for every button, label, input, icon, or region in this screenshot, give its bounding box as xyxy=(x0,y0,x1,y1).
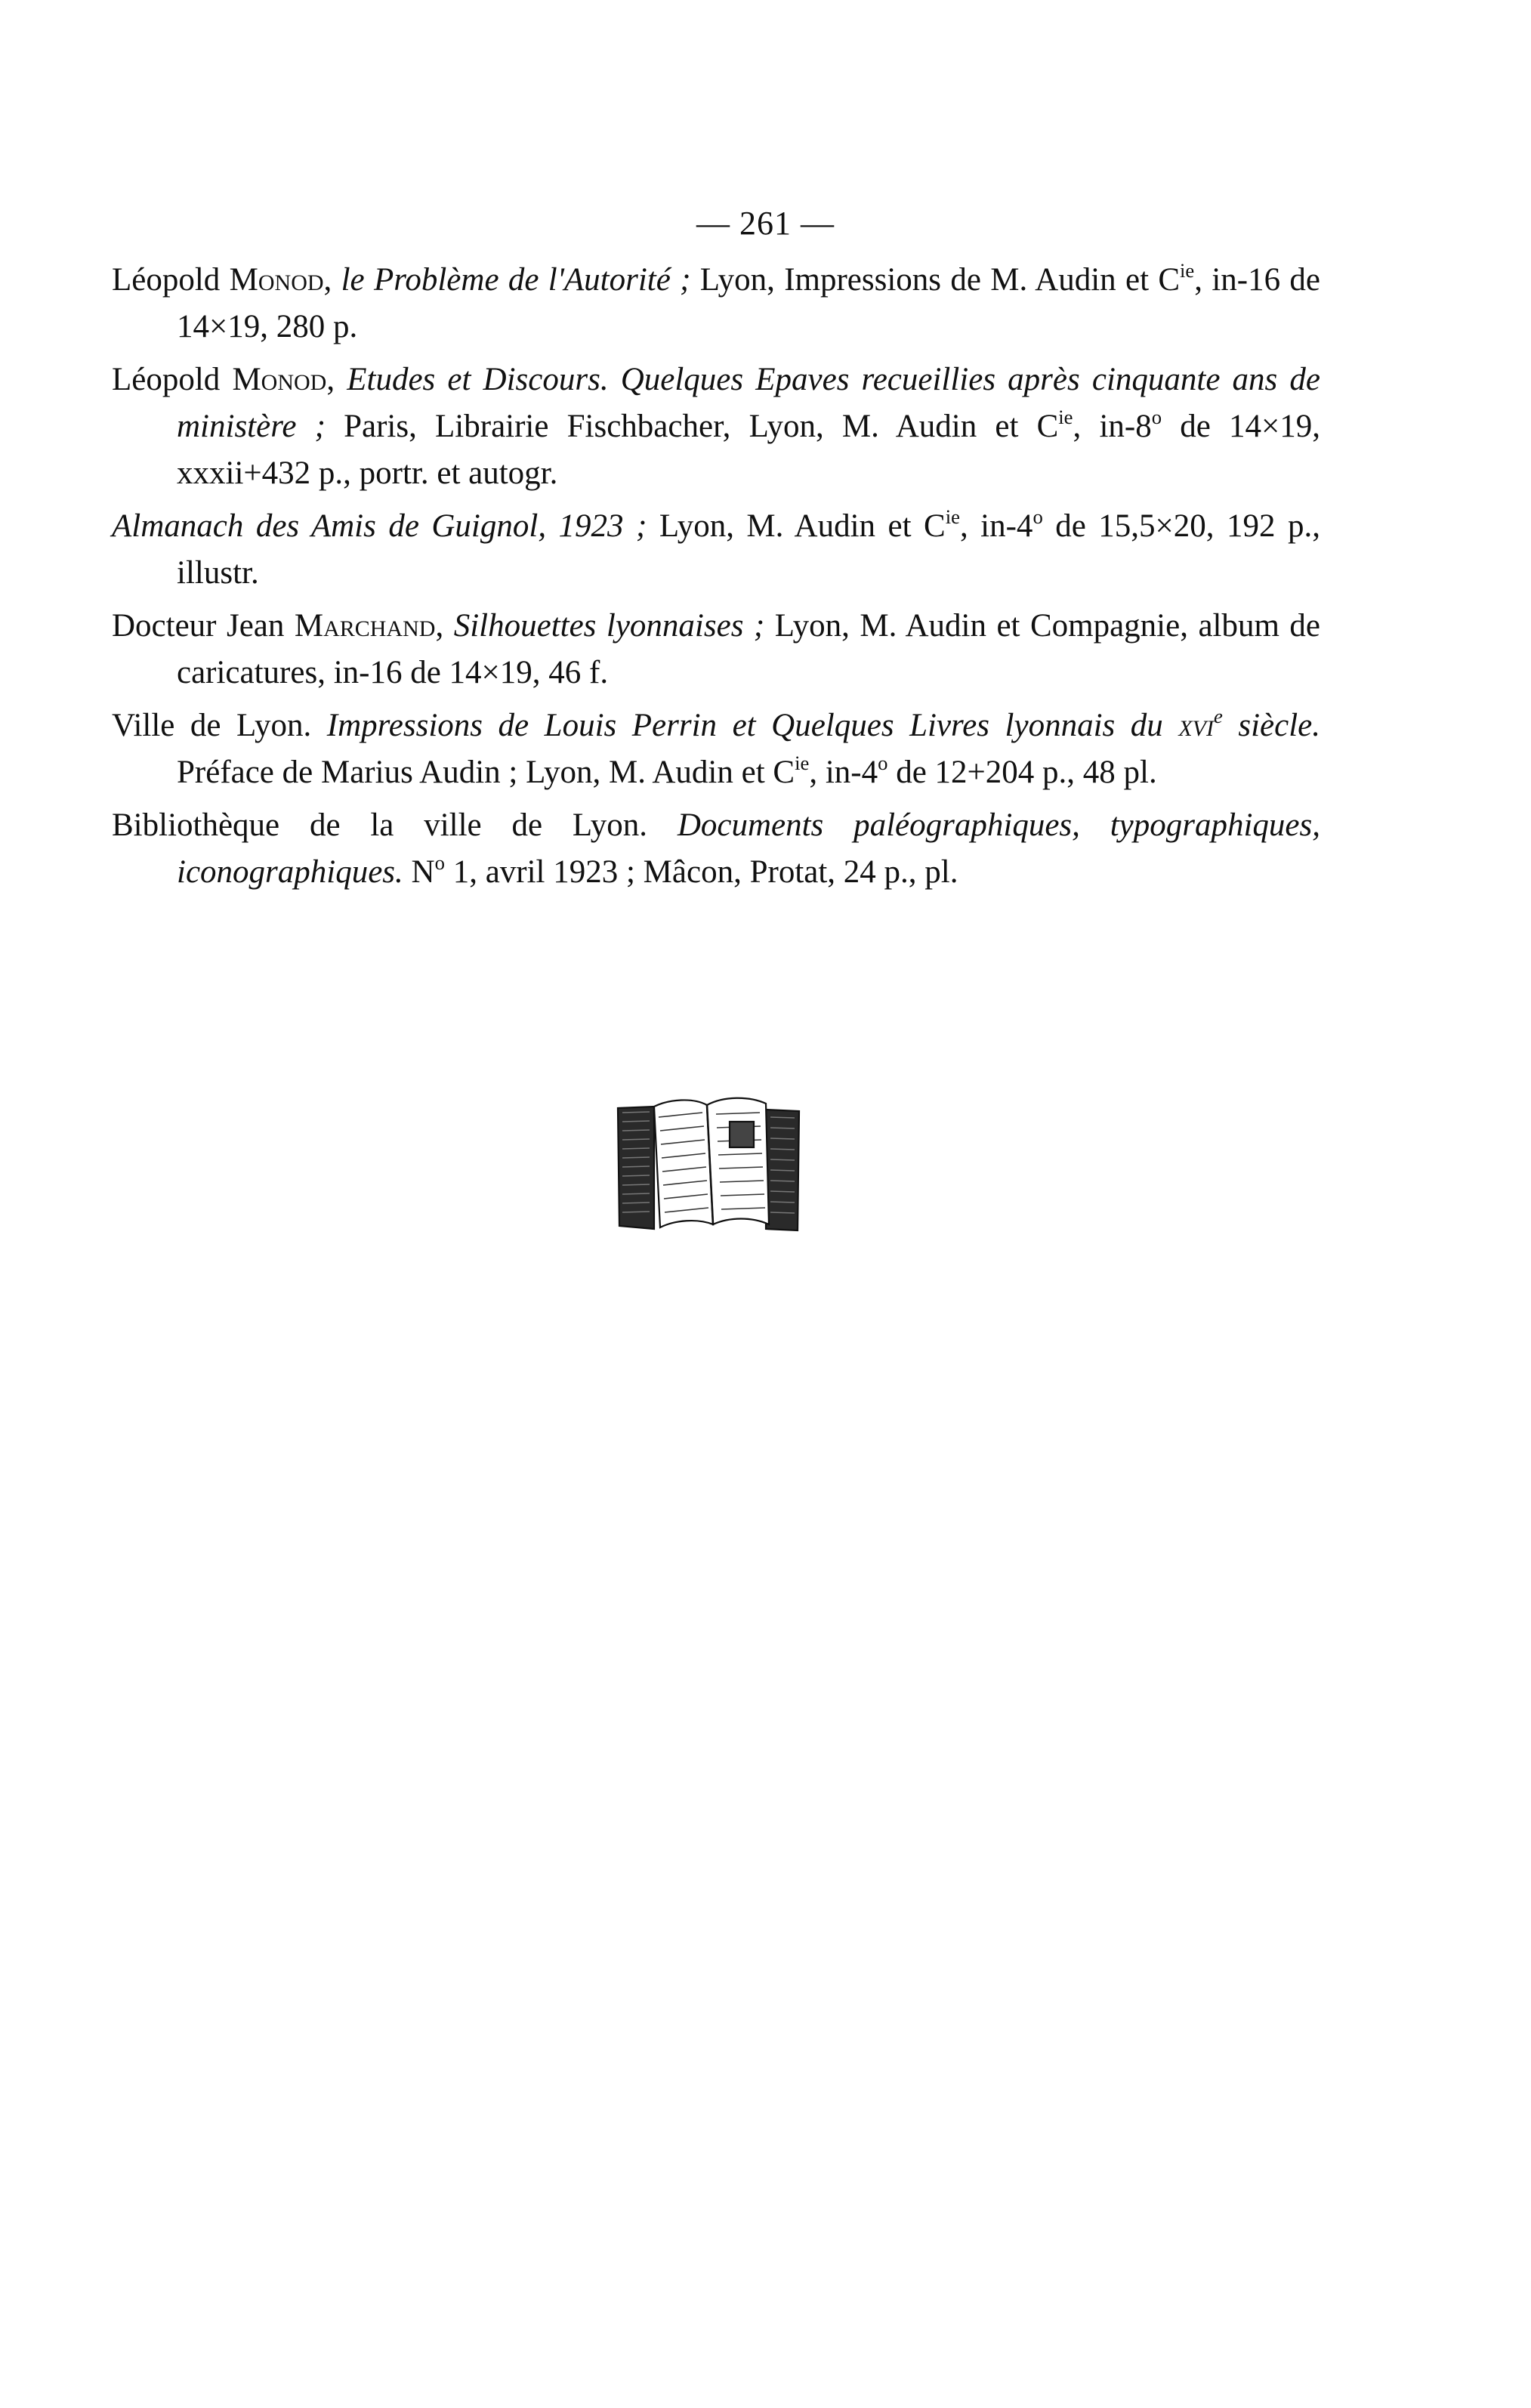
entry-author-prefix: Docteur Jean xyxy=(112,608,295,644)
entry-title: Documents paléographiques, typographiques, iconographiques. xyxy=(177,807,1320,890)
superscript: e xyxy=(1213,705,1223,728)
entry-details: 1, avril 1923 ; Mâcon, Protat, 24 p., pl. xyxy=(444,854,958,890)
entry-details: de 12+204 p., 48 pl. xyxy=(887,755,1157,790)
entry-publication: Paris, Librairie Fischbacher, Lyon, M. Audin et C xyxy=(325,409,1059,444)
superscript: ie xyxy=(1180,259,1195,282)
entry-details: de 14×19, xxxii+432 p., portr. et autogr. xyxy=(177,409,1320,491)
superscript: ie xyxy=(1058,406,1073,429)
open-book-icon xyxy=(610,1091,808,1236)
superscript: o xyxy=(878,752,888,775)
entry-century: xvi xyxy=(1178,708,1214,743)
page-number: — 261 — xyxy=(696,205,835,242)
entry-separator: , xyxy=(323,262,341,298)
entry-author-surname: Monod xyxy=(232,362,327,397)
entry-format: , in-8 xyxy=(1073,409,1152,444)
entry-author-prefix: Bibliothèque de la ville de Lyon. xyxy=(112,807,678,843)
entry-publication: Lyon, M. Audin et C xyxy=(647,508,946,544)
entry-separator: , xyxy=(435,608,454,644)
entry-details: de 15,5×20, 192 p., illustr. xyxy=(177,508,1320,591)
entry-title: le Problème de l'Autorité ; xyxy=(341,262,691,298)
superscript: ie xyxy=(945,505,960,529)
superscript: ie xyxy=(795,752,810,775)
bibliography-list xyxy=(112,257,1320,902)
entry-publication: Préface de Marius Audin ; Lyon, M. Audin et C xyxy=(177,755,795,790)
entry-format: , in-4 xyxy=(809,755,878,790)
entry-separator: , xyxy=(326,362,347,397)
superscript: o xyxy=(434,851,445,875)
entry-format: , in-16 de 14×19, 280 p. xyxy=(177,262,1321,344)
entry-publication: N xyxy=(403,854,435,890)
bibliography-entry xyxy=(112,503,1320,597)
entry-title: Etudes et Discours. Quelques Epaves recueillies après cinquante ans de ministère ; xyxy=(177,362,1321,444)
entry-publication: Lyon, M. Audin et Compagnie, album de caricatures, in-16 de 14×19, 46 f. xyxy=(177,608,1321,690)
bibliography-entry xyxy=(112,702,1320,796)
entry-format: , in-4 xyxy=(959,508,1033,544)
entry-author-prefix: Ville de Lyon. xyxy=(112,708,327,743)
entry-publication: Lyon, Impressions de M. Audin et C xyxy=(690,262,1181,298)
entry-title-end: siècle. xyxy=(1222,708,1320,743)
bibliography-entry xyxy=(112,357,1320,497)
bibliography-entry xyxy=(112,802,1320,896)
entry-author-prefix: Léopold xyxy=(112,262,230,298)
entry-author-surname: Marchand xyxy=(294,608,436,644)
entry-title: Silhouettes lyonnaises ; xyxy=(453,608,765,644)
entry-title: Almanach des Amis de Guignol, 1923 ; xyxy=(112,508,647,544)
superscript: o xyxy=(1032,505,1043,529)
entry-title: Impressions de Louis Perrin et Quelques Livres lyonnais du xyxy=(326,708,1179,743)
bibliography-entry xyxy=(112,603,1320,696)
entry-author-prefix: Léopold xyxy=(112,362,233,397)
bibliography-entry xyxy=(112,257,1320,350)
entry-author-surname: Monod xyxy=(229,262,324,298)
superscript: o xyxy=(1151,406,1162,429)
